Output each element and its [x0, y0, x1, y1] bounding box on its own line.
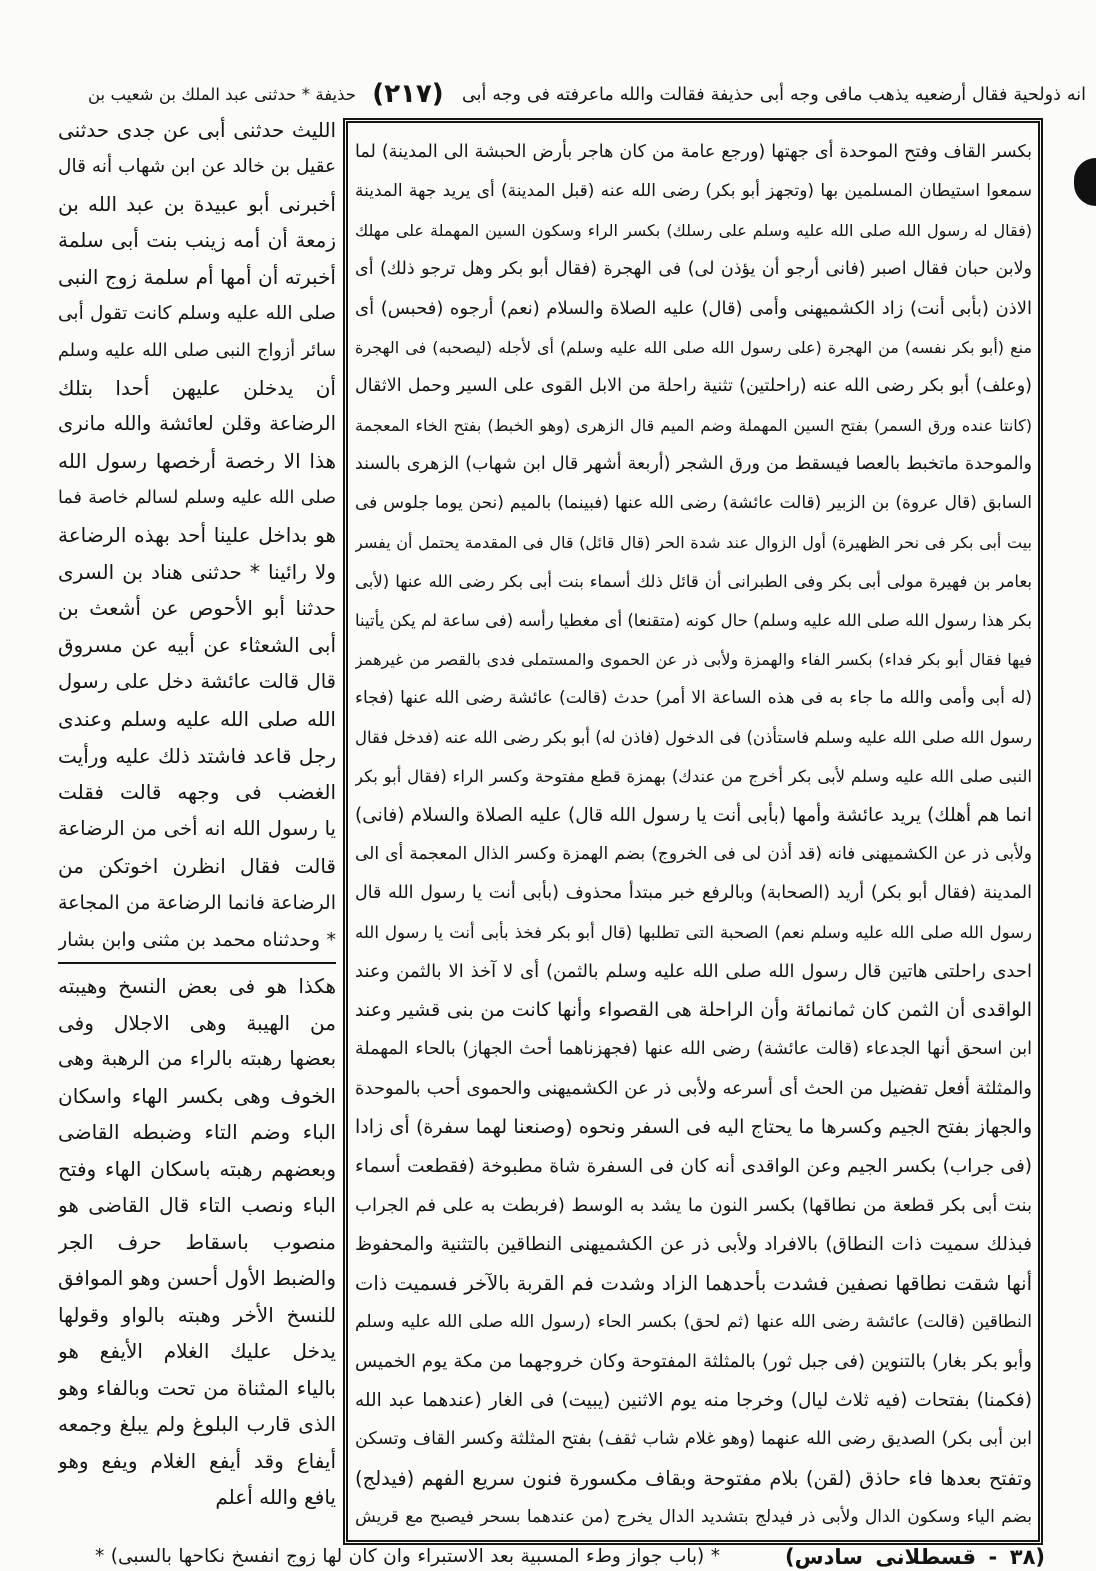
margin-hadith-line: زمعة أن أمه زينب بنت أبى سلمة: [58, 228, 336, 253]
margin-note-line: والضبط الأول أحسن وهو الموافق: [58, 1266, 336, 1290]
margin-note-line: الخوف وهى بكسر الهاء واسكان: [58, 1083, 336, 1108]
margin-note-line: الباء ونصب التاء قال القاضى هو: [58, 1193, 336, 1217]
commentary-line: رسول الله صلى الله عليه وسلم فاستأذن) فى الدخول (فاذن له) أبو بكر رضى الله عنه (فدخل فقال: [355, 728, 1032, 747]
margin-note-line: يافع والله أعلم: [215, 1485, 336, 1509]
margin-hadith-line: أخبرته أن أمها أم سلمة زوج النبى: [58, 265, 336, 290]
commentary-line: بعامر بن فهيرة مولى أبى بكر وفى الطبرانى أن قائل ذلك أسماء بنت أبى بكر رضى الله عنها (لأبى: [355, 572, 1032, 591]
margin-note-line: أيفاع وقد أيفع الغلام ويفع وهو: [58, 1448, 336, 1473]
commentary-line: (فكمنا) بفتحات (فيه ثلاث ليال) وخرجا منه يوم الاثنين (يبيت) فى الغار (عندهما عبد الله: [355, 1390, 1032, 1411]
margin-hadith-text: [58, 112, 336, 958]
margin-notes-text: [58, 968, 336, 1516]
margin-hadith-line: صلى الله عليه وسلم كانت تقول أبى: [58, 302, 336, 324]
margin-separator-rule: [58, 962, 336, 964]
commentary-line: وأبو بكر بغار) بالتنوين (فى جبل ثور) بالمثلثة المفتوحة وكان خروجهما من مكة يوم الخميس: [355, 1351, 1032, 1372]
margin-note-line: هكذا هو فى بعض النسخ وهيبته: [58, 974, 336, 998]
margin-hadith-line: هذا الا رخصة أرخصها رسول الله: [58, 449, 336, 474]
margin-hadith-line: الرضاعة فانما الرضاعة من المجاعة: [58, 891, 336, 914]
commentary-line: المدينة (فقال أبو بكر) أريد (الصحابة) وبالرفع خبر مبتدأ محذوف (بأبى أنت يا رسول الله قال: [355, 883, 1032, 903]
commentary-line: ابن أبى بكر) الصديق رضى الله عنهما (وهو غلام شاب ثقف) بفتح المثلثة وكسر القاف وتسكن: [355, 1429, 1032, 1449]
commentary-line: بنت أبى بكر قطعة من نطاقها) بكسر النون ما يشد به الوسط (فربطت به على فم الجراب: [355, 1195, 1032, 1216]
commentary-line: (كانتا عنده ورق السمر) بفتح السين المهملة وضم الميم قال الزهرى (وهو الخبط) بفتح الخاء المعجمة: [355, 416, 1032, 435]
running-header-text-left: حذيفة * حدثنى عبد الملك بن شعيب بن: [88, 85, 356, 104]
margin-hadith-line: ولا رائينا * حدثنى هناد بن السرى: [58, 559, 336, 584]
margin-note-line: بعضها رهبته بالراء من الرهبة وهى: [58, 1047, 336, 1070]
commentary-line: بضم الياء وسكون الدال ولأبى ذر فيدلج بتشديد الدال يخرج (من عندهما بسحر فيصبح مع قريش: [355, 1507, 1032, 1527]
margin-note-line: من الهيبة وهى الاجلال وفى: [58, 1010, 336, 1035]
commentary-line: فيها فقال أبو بكر فداء) بكسر الفاء والهمزة ولأبى ذر عن الحموى والمستملى فدى بالقصر من غيرهمز: [355, 650, 1032, 669]
margin-hadith-line: قالت فقال انظرن اخوتكن من: [58, 853, 336, 878]
margin-hadith-line: عقيل بن خالد عن ابن شهاب أنه قال: [58, 155, 336, 177]
margin-hadith-line: حدثنا أبو الأحوص عن أشعث بن: [58, 596, 336, 621]
commentary-line: الواقدى أن الثمن كان ثمانمائة وأن الراحلة هى القصواء وأنها كانت من بنى قشير وعند: [355, 999, 1032, 1021]
commentary-line: احدى راحلتى هاتين قال رسول الله صلى الله عليه وسلم بالثمن) أى لا آخذ الا بالثمن وعند: [355, 961, 1032, 982]
margin-hadith-line: يا رسول الله انه أخى من الرضاعة: [58, 817, 336, 841]
margin-hadith-line: أخبرنى أبو عبيدة بن عبد الله بن: [58, 191, 336, 216]
commentary-line: (فقال له رسول الله صلى الله عليه وسلم على رسلك) بكسر الراء وسكون السين المهملة على مهلك: [355, 221, 1032, 240]
commentary-line: ولابن حبان فقال اصبر (فانى أرجو أن يؤذن لى) فى الهجرة (فقال أبو بكر وهل ترجو ذلك) أى: [355, 259, 1032, 279]
margin-hadith-line: * وحدثناه محمد بن مثنى وابن بشار: [58, 928, 336, 951]
margin-hadith-line: قال قالت عائشة دخل على رسول: [58, 669, 336, 693]
margin-hadith-line: أن يدخلن عليهن أحدا بتلك: [58, 375, 336, 400]
commentary-line: السابق (قال عروة) بن الزبير (قالت عائشة) رضى الله عنها (فبينما) بالميم (نحن يوما جلوس فى: [355, 493, 1032, 513]
margin-hadith-line: هو بداخل علينا أحد بهذه الرضاعة: [58, 522, 336, 547]
commentary-line: الاذن (بأبى أنت) زاد الكشميهنى وأمى (قال) عليه الصلاة والسلام (نعم) أرجوه (فحبس) أى: [355, 298, 1032, 319]
margin-note-line: بالياء المثناة من تحت وبالفاء وهو: [58, 1375, 336, 1400]
commentary-line: بكسر القاف وفتح الموحدة أى جهتها (ورجع عامة من كان هاجر بأرض الحبشة الى المدينة) لما: [355, 142, 1032, 162]
margin-hadith-line: الرضاعة وقلن لعائشة والله مانرى: [58, 412, 336, 436]
margin-hadith-line: صلى الله عليه وسلم لسالم خاصة فما: [58, 487, 336, 508]
commentary-line: النبى صلى الله عليه وسلم لأبى بكر أخرج من عندك) بهمزة قطع مفتوحة وكسر الراء (فقال أبو بكر: [355, 767, 1032, 786]
commentary-line: بكر هذا رسول الله صلى الله عليه وسلم) حال كونه (متقنعا) أى مغطيا رأسه (فى ساعة لم يكن يأتينا: [355, 611, 1032, 630]
signature-mark: (٣٨ - قسطلانى سادس): [785, 1545, 1045, 1569]
margin-hadith-line: الله صلى الله عليه وسلم وعندى: [58, 706, 336, 731]
chapter-title: * (باب جواز وطء المسبية بعد الاستبراء وان كان لها زوج انفسخ نكاحها بالسبى) *: [95, 1546, 720, 1567]
commentary-line: (فى جراب) بكسر الجيم وعن الواقدى أنه كان فى السفرة شاة مطبوخة (فقطعت أسماء: [355, 1156, 1032, 1177]
margin-hadith-line: سائر أزواج النبى صلى الله عليه وسلم: [58, 340, 336, 361]
commentary-line: منع (أبو بكر نفسه) من الهجرة (على رسول الله صلى الله عليه وسلم) أى لأجله (ليصحبه) فى الهجرة: [355, 338, 1032, 357]
margin-note-line: الباء وضم التاء وضبطه القاضى: [58, 1120, 336, 1144]
margin-note-line: للنسخ الأخر وهبته بالواو وقولها: [58, 1302, 336, 1327]
margin-note-line: الذى قارب البلوغ ولم يبلغ وجمعه: [58, 1412, 336, 1436]
commentary-line: النطاقين (قالت) عائشة رضى الله عنها (ثم لحق) بكسر الحاء (رسول الله صلى الله عليه وسلم: [355, 1312, 1032, 1332]
commentary-line: سمعوا استيطان المسلمين بها (وتجهز أبو بكر) رضى الله عنه (قبل المدينة) أى يريد جهة المدينة: [355, 181, 1032, 201]
commentary-line: فبذلك سميت ذات النطاق) بالافراد ولأبى ذر عن الكشميهنى النطاقين بالتثنية والمحفوظ: [355, 1234, 1032, 1255]
commentary-line: والموحدة ماتخبط بالعصا فيسقط من ورق الشجر (أربعة أشهر قال ابن شهاب) الزهرى بالسند: [355, 454, 1032, 474]
margin-hadith-line: الغضب فى وجهه قالت فقلت: [58, 780, 336, 805]
commentary-line: بيت أبى بكر فى نحر الظهيرة) أول الزوال عند شدة الحر (قال قائل) قال فى المقدمة يحتمل أن يفسر: [355, 533, 1032, 552]
commentary-line: (وعلف) أبو بكر رضى الله عنه (راحلتين) تثنية راحلة من الابل القوى على السير وحمل الاثقال: [355, 376, 1032, 396]
main-commentary-text: [355, 133, 1032, 1537]
commentary-line: والجهاز بفتح الجيم وكسرها ما يحتاج اليه فى السفر ونحوه (وصنعنا لهما سفرة) أى زادا: [355, 1116, 1032, 1138]
commentary-line: ابن اسحق أنها الجدعاء (قالت عائشة) رضى الله عنها (فجهزناهما أحث الجهاز) بالحاء المهملة: [355, 1039, 1032, 1059]
commentary-line: أنها شقت نطاقها نصفين فشدت بأحدهما الزاد وشدت فم القربة بالآخر فسميت ذات: [355, 1272, 1032, 1295]
commentary-line: ولأبى ذر عن الكشميهنى فانه (قد أذن لى فى الخروج) بضم الهمزة وكسر الذال المعجمة أى الى: [355, 844, 1032, 864]
commentary-line: (له أبى وأمى والله ما جاء به فى هذه الساعة الا أمر) حدث (قالت) عائشة رضى الله عنها (فجاء: [355, 688, 1032, 708]
commentary-line: وتفتح بعدها فاء حاذق (لقن) بلام مفتوحة وبقاف مكسورة فنون سريع الفهم (فيدلج): [355, 1467, 1032, 1490]
margin-hadith-line: أبى الشعثاء عن أبيه عن مسروق: [58, 633, 336, 658]
commentary-line: انما هم أهلك) يريد عائشة وأمها (بأبى أنت يا رسول الله قال) عليه الصلاة والسلام (فانى): [355, 805, 1032, 826]
margin-note-line: وبعضهم رهبته باسكان الهاء وفتح: [58, 1156, 336, 1181]
margin-note-line: يدخل عليك الغلام الأيفع هو: [58, 1339, 336, 1363]
commentary-line: والمثلثة أفعل تفضيل من الحث أى أسرعه ولأبى ذر عن الكشميهنى والحموى أحب بالموحدة: [355, 1078, 1032, 1099]
page-edge-tab: [1074, 158, 1096, 206]
page-number: (٢١٧): [372, 79, 444, 109]
running-header-text-right: انه ذولحية فقال أرضعيه يذهب مافى وجه أبى حذيفة فقالت والله ماعرفته فى وجه أبى: [462, 85, 1086, 105]
margin-hadith-line: رجل قاعد فاشتد ذلك عليه ورأيت: [58, 743, 336, 768]
margin-hadith-line: الليث حدثنى أبى عن جدى حدثنى: [58, 118, 336, 142]
commentary-line: رسول الله صلى الله عليه وسلم نعم) الصحبة التى تطلبها (قال أبو بكر فخذ بأبى أنت يا رسول الله: [355, 923, 1032, 942]
margin-note-line: منصوب باسقاط حرف الجر: [58, 1229, 336, 1254]
